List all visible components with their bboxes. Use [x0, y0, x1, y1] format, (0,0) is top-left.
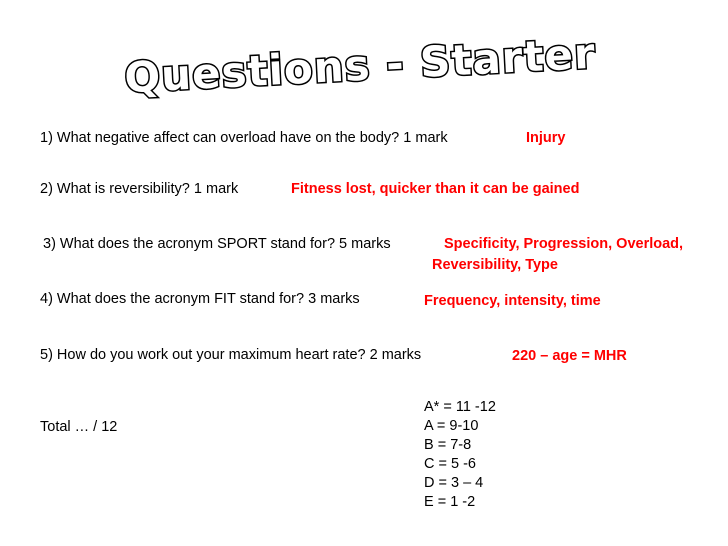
total-score: Total … / 12	[40, 419, 118, 435]
question-1: 1) What negative affect can overload have on the body? 1 mark	[40, 130, 448, 146]
slide-title	[123, 28, 597, 103]
grade-e: E = 1 -2	[424, 494, 476, 510]
question-4: 4) What does the acronym FIT stand for? 3 marks	[40, 291, 360, 307]
grade-c: C = 5 -6	[424, 456, 476, 472]
grade-a-star: A* = 11 -12	[424, 399, 496, 415]
answer-1: Injury	[526, 130, 566, 146]
answer-5: 220 – age = MHR	[512, 348, 627, 364]
grade-boundaries	[424, 398, 496, 512]
question-2: 2) What is reversibility? 1 mark	[40, 181, 239, 197]
grade-a: A = 9-10	[424, 418, 479, 434]
answer-3-line-1: Specificity, Progression, Overload,	[444, 236, 684, 252]
title-text: Questions - Starter	[123, 28, 597, 103]
grade-b: B = 7-8	[424, 437, 472, 453]
question-5: 5) How do you work out your maximum heart rate? 2 marks	[40, 347, 422, 363]
grade-d: D = 3 – 4	[424, 475, 484, 491]
answer-4: Frequency, intensity, time	[424, 293, 601, 309]
answer-3-line-2: Reversibility, Type	[432, 257, 558, 273]
question-3: 3) What does the acronym SPORT stand for? 5 marks	[43, 236, 391, 252]
title-wordart	[123, 28, 597, 103]
answer-2: Fitness lost, quicker than it can be gained	[291, 181, 580, 197]
